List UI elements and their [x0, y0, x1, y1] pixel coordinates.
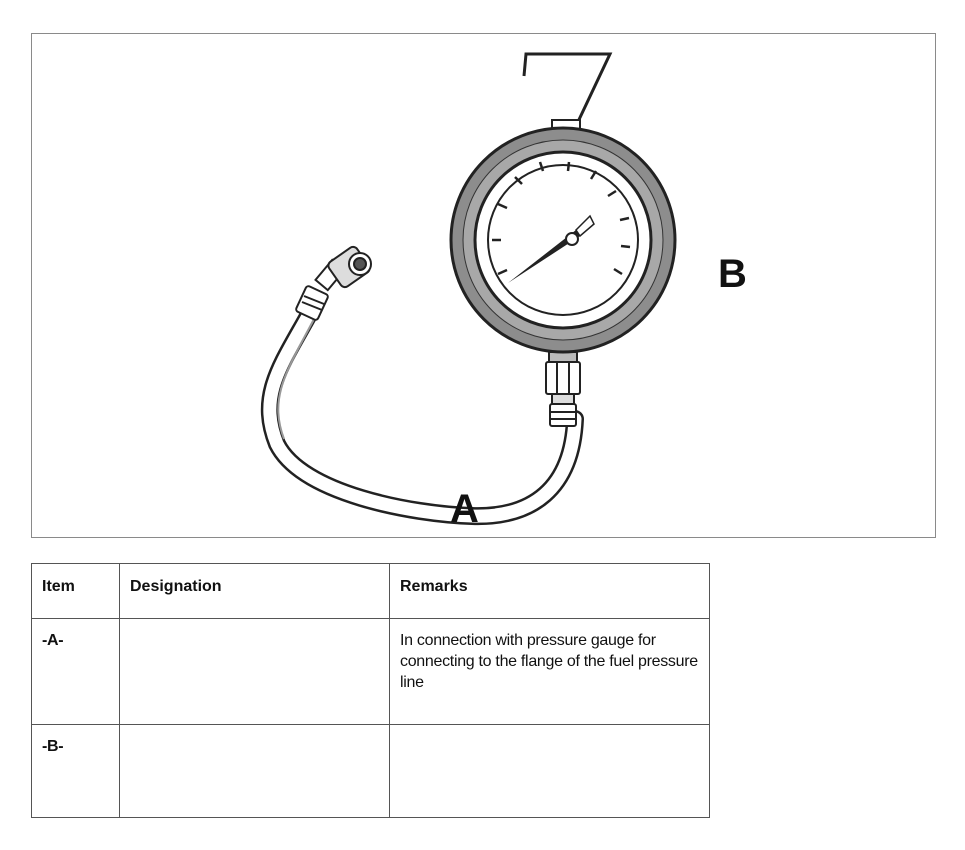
- gauge-fitting: [546, 352, 580, 426]
- table-row: [32, 724, 710, 817]
- header-designation: Designation: [120, 564, 390, 619]
- designation-cell: [120, 619, 390, 725]
- hose-coupling: [295, 245, 371, 321]
- table-row: [32, 619, 710, 725]
- remarks-cell: In connection with pressure gauge for connecting to the flange of the fuel pressure line: [390, 619, 710, 725]
- remarks-cell: [390, 724, 710, 817]
- hanger-hook: [524, 54, 610, 130]
- designation-cell: [120, 724, 390, 817]
- item-cell: -A-: [32, 619, 120, 725]
- item-cell: -B-: [32, 724, 120, 817]
- callout-label-b: B: [718, 252, 747, 296]
- header-remarks: Remarks: [390, 564, 710, 619]
- pressure-gauge-illustration: [32, 34, 937, 539]
- parts-table: [31, 563, 710, 818]
- gauge-body: [451, 128, 675, 352]
- table-header-row: [32, 564, 710, 619]
- header-item: Item: [32, 564, 120, 619]
- illustration-frame: [31, 33, 936, 538]
- callout-label-a: A: [450, 487, 479, 531]
